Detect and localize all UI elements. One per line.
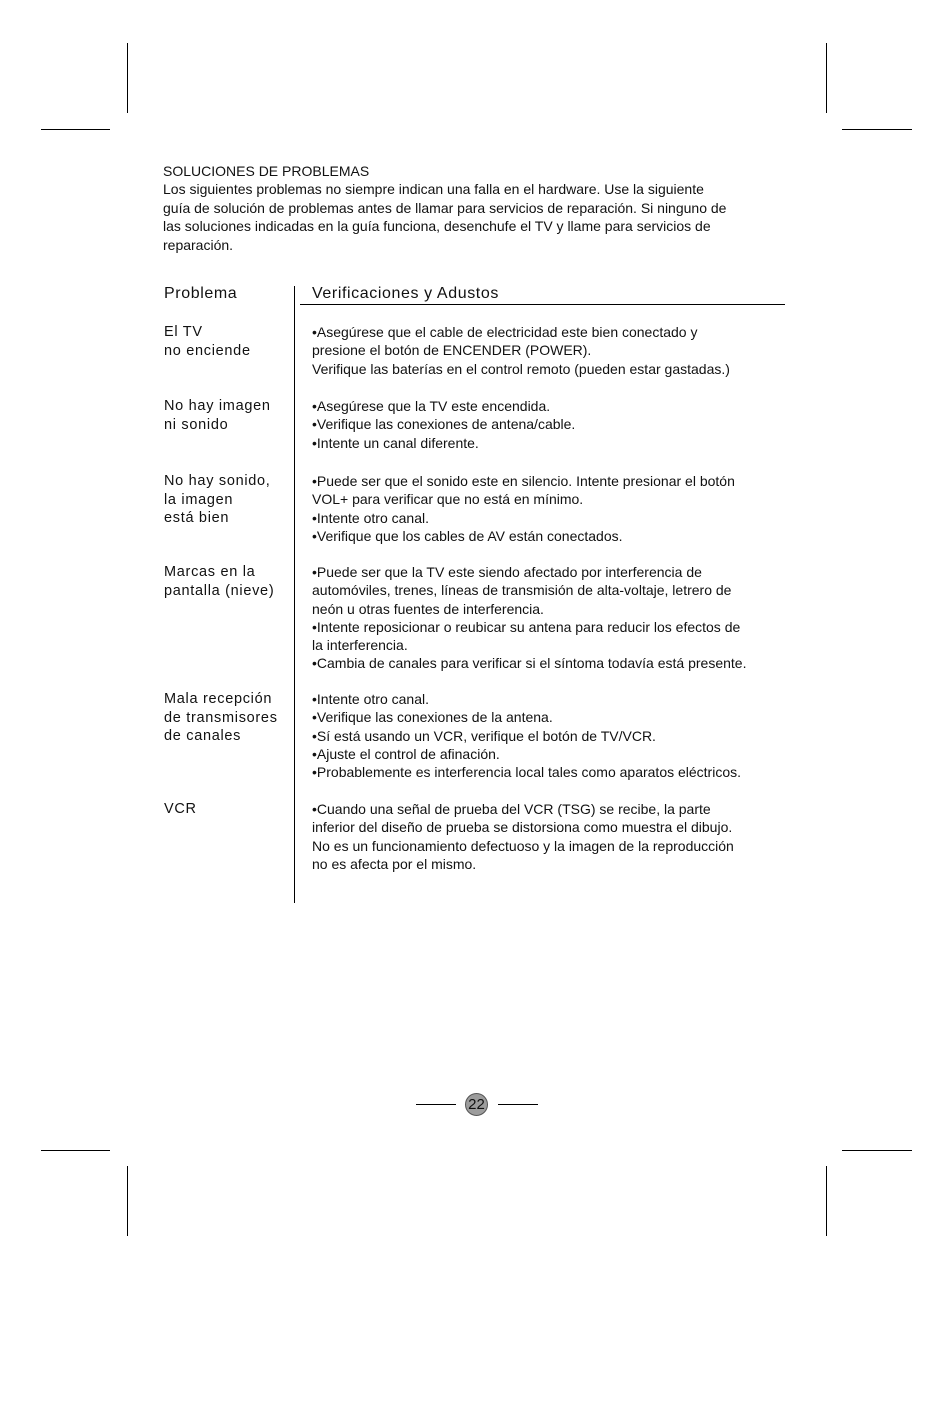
problem-line: de transmisores [164,709,278,726]
problem-line: VCR [164,801,197,817]
section-heading: SOLUCIONES DE PROBLEMAS [163,163,370,179]
solution-line: •Intente reposicionar o reubicar su antena para reducir los efectos de [312,618,741,635]
solution-line: neón u otras fuentes de interferencia. [312,600,544,617]
page-number-rule-left [416,1104,456,1105]
problem-line: la imagen [164,491,234,508]
solution-cell [312,563,792,673]
column-divider [294,286,295,903]
solution-cell [312,397,792,452]
solution-line: •Intente otro canal. [312,509,429,526]
header-rule [300,304,785,305]
solution-line: •Verifique que los cables de AV están conectados. [312,527,623,544]
solution-line: automóviles, trenes, líneas de transmisión de alta-voltaje, letrero de [312,582,732,599]
problem-cell [164,563,274,600]
problem-line: pantalla (nieve) [164,582,275,599]
crop-mark-bottom-left-vertical [127,1166,128,1236]
solution-line: Verifique las baterías en el control remoto (pueden estar gastadas.) [312,360,730,377]
intro-line: Los siguientes problemas no siempre indican una falla en el hardware. Use la siguiente [163,181,704,197]
solution-line: •Puede ser que la TV este siendo afectado por interferencia de [312,564,702,580]
intro-line: las soluciones indicadas en la guía funciona, desenchufe el TV y llame para servicios de [163,218,711,234]
problem-line: no enciende [164,342,251,359]
column-header-problem: Problema [164,285,238,302]
solution-line: •Intente otro canal. [312,691,429,707]
solution-line: •Puede ser que el sonido este en silencio. Intente presionar el botón [312,473,735,489]
crop-mark-bottom-left-horizontal [41,1150,110,1151]
solution-line: •Sí está usando un VCR, verifique el botón de TV/VCR. [312,727,656,744]
problem-line: Mala recepción [164,691,273,707]
solution-cell [312,690,792,781]
problem-cell [164,800,197,819]
solution-line: •Asegúrese que la TV este encendida. [312,398,551,414]
solution-line: •Probablemente es interferencia local tales como aparatos eléctricos. [312,764,742,781]
problem-cell [164,690,278,746]
solution-line: VOL+ para verificar que no está en mínimo. [312,491,584,508]
solution-cell [312,323,792,378]
solution-line: la interferencia. [312,637,408,654]
solution-line: •Verifique las conexiones de la antena. [312,709,553,726]
solution-cell [312,800,792,873]
solution-line: No es un funcionamiento defectuoso y la imagen de la reproducción [312,837,734,854]
crop-mark-top-left-vertical [127,43,128,113]
solution-line: presione el botón de ENCENDER (POWER). [312,342,592,359]
crop-mark-top-left-horizontal [41,129,110,130]
solution-cell [312,472,792,545]
problem-line: No hay imagen [164,398,271,414]
problem-line: El TV [164,324,203,340]
problem-line: ni sonido [164,416,229,433]
crop-mark-top-right-horizontal [842,129,912,130]
problem-cell [164,397,271,434]
problem-line: está bien [164,510,230,526]
solution-line: •Ajuste el control de afinación. [312,745,500,762]
problem-cell [164,323,251,360]
solution-line: •Asegúrese que el cable de electricidad este bien conectado y [312,324,698,340]
problem-line: Marcas en la [164,564,256,580]
page-number-block [416,1092,538,1116]
solution-line: no es afecta por el mismo. [312,855,477,872]
crop-mark-top-right-vertical [826,43,827,113]
problem-line: No hay sonido, [164,473,271,489]
solution-line: •Cuando una señal de prueba del VCR (TSG) se recibe, la parte [312,801,711,817]
problem-cell [164,472,271,528]
problem-line: de canales [164,728,242,744]
intro-paragraph [163,180,788,254]
page-number: 22 [465,1093,488,1116]
crop-mark-bottom-right-vertical [826,1166,827,1236]
column-header-checks: Verificaciones y Adustos [312,285,499,302]
solution-line: •Verifique las conexiones de antena/cable. [312,416,576,433]
intro-line: reparación. [163,236,234,253]
crop-mark-bottom-right-horizontal [842,1150,912,1151]
solution-line: •Intente un canal diferente. [312,434,479,451]
intro-line: guía de solución de problemas antes de llamar para servicios de reparación. Si ninguno de [163,199,727,216]
page-number-rule-right [498,1104,538,1105]
solution-line: inferior del diseño de prueba se distorsiona como muestra el dibujo. [312,819,733,836]
solution-line: •Cambia de canales para verificar si el síntoma todavía está presente. [312,655,747,672]
